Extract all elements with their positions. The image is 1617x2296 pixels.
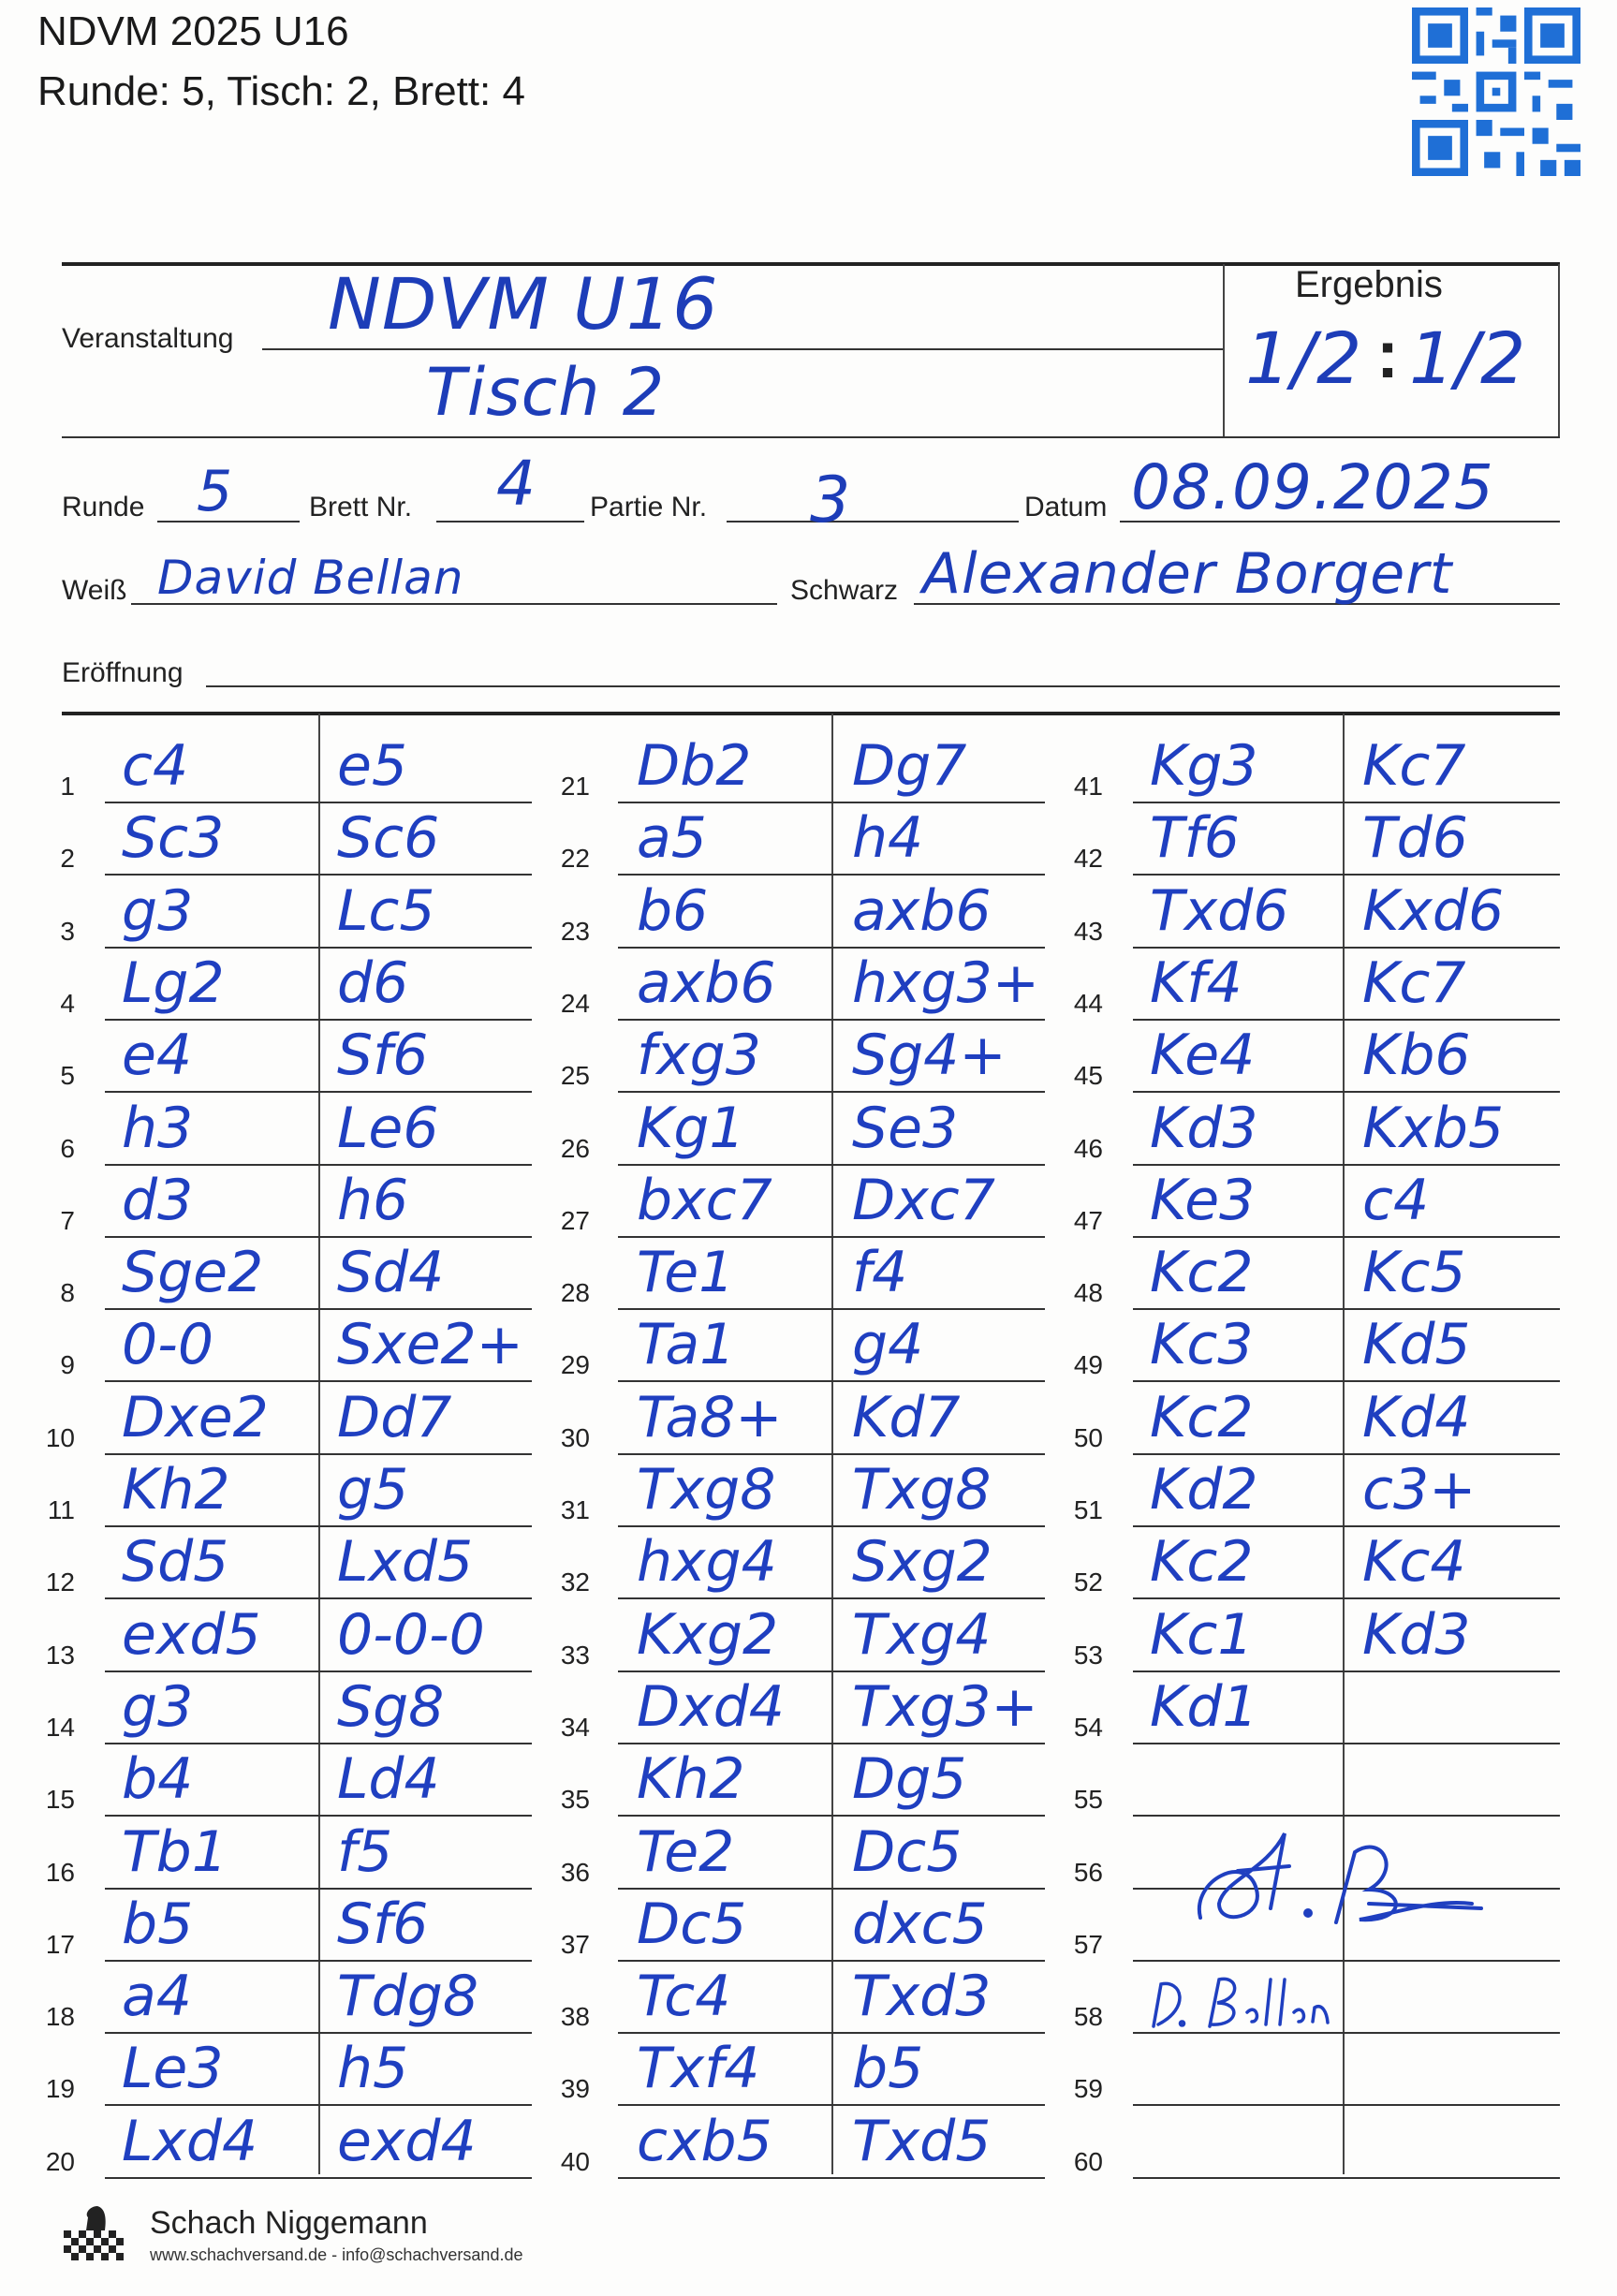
move-number: 32 (560, 1567, 590, 1597)
move-number: 2 (60, 844, 75, 874)
black-move: Ld4 (337, 1746, 440, 1813)
move-number: 4 (60, 988, 75, 1018)
round-value: 5 (197, 459, 234, 524)
move-row-line (1133, 1308, 1560, 1310)
move-number: 27 (560, 1205, 590, 1235)
black-move: Txg8 (852, 1457, 992, 1523)
black-move: Kxd6 (1362, 877, 1505, 944)
move-row-line (105, 2104, 532, 2106)
move-row-line (618, 1597, 1045, 1599)
white-move: g3 (122, 877, 194, 944)
move-row-line (105, 1597, 532, 1599)
black-move: Kb6 (1362, 1023, 1471, 1089)
move-row-line (105, 1743, 532, 1744)
white-move: Kc2 (1150, 1240, 1254, 1306)
move-number: 38 (560, 2002, 590, 2032)
move-number: 25 (560, 1061, 590, 1091)
move-number: 44 (1073, 988, 1103, 1018)
move-row-line (1133, 1743, 1560, 1744)
move-row-line (618, 947, 1045, 949)
result-separator: : (1376, 317, 1399, 392)
move-number: 53 (1073, 1640, 1103, 1670)
move-number: 43 (1073, 916, 1103, 946)
move-number: 3 (60, 916, 75, 946)
opening-label: Eröffnung (62, 657, 184, 688)
move-row-line (618, 1236, 1045, 1238)
black-move: Tdg8 (337, 1964, 478, 2030)
black-move: d6 (337, 949, 409, 1016)
move-row-line (618, 802, 1045, 803)
black-move: Kxb5 (1362, 1095, 1505, 1161)
move-number: 50 (1073, 1422, 1103, 1452)
black-move: g5 (337, 1457, 409, 1523)
move-row-line (1133, 1091, 1560, 1093)
move-row-line (618, 1380, 1045, 1382)
date-value: 08.09.2025 (1131, 451, 1494, 523)
move-number: 60 (1073, 2146, 1103, 2176)
white-move: Te2 (637, 1818, 735, 1885)
move-number: 23 (560, 916, 590, 946)
white-move: Sge2 (122, 1240, 264, 1306)
move-row-line (1133, 947, 1560, 949)
move-row-line (105, 1960, 532, 1962)
game-label: Partie Nr. (590, 492, 708, 522)
game-value: 3 (810, 464, 852, 537)
move-row-line (105, 1815, 532, 1817)
move-row-line (618, 1453, 1045, 1455)
white-move: b5 (122, 1891, 194, 1957)
white-move: Txd6 (1150, 877, 1289, 944)
move-row-line (105, 802, 532, 803)
black-move: f4 (852, 1240, 908, 1306)
move-row-line (1133, 1670, 1560, 1672)
black-move: Dg5 (852, 1746, 967, 1813)
sheet-title: NDVM 2025 U16 (37, 8, 349, 54)
chess-knight-logo-icon (64, 2202, 125, 2264)
white-move: Kf4 (1150, 949, 1242, 1016)
brand-contact: www.schachversand.de - info@schachversand.de (150, 2245, 523, 2264)
move-row-line (1133, 1164, 1560, 1166)
move-number: 29 (560, 1350, 590, 1380)
white-move: hxg4 (637, 1529, 777, 1596)
black-move: Txd5 (852, 2108, 992, 2174)
black-move: Kd4 (1362, 1384, 1471, 1450)
black-move: b5 (852, 2036, 924, 2102)
move-number: 31 (560, 1495, 590, 1524)
move-number: 39 (560, 2074, 590, 2104)
white-move: Kd2 (1150, 1457, 1258, 1523)
move-number: 21 (560, 772, 590, 801)
black-move: g4 (852, 1312, 924, 1378)
move-number: 18 (45, 2002, 75, 2032)
black-move: Sc6 (337, 805, 440, 872)
black-move: c4 (1362, 1167, 1430, 1233)
move-row-line (618, 2177, 1045, 2179)
white-move: Tb1 (122, 1818, 228, 1885)
date-label: Datum (1024, 492, 1108, 522)
result-black: 1/2 (1409, 316, 1527, 400)
black-move: Dd7 (337, 1384, 452, 1450)
black-move: Txg4 (852, 1601, 992, 1668)
move-number: 54 (1073, 1712, 1103, 1742)
move-number: 56 (1073, 1857, 1103, 1887)
move-number: 55 (1073, 1785, 1103, 1815)
move-number: 24 (560, 988, 590, 1018)
black-move: f5 (337, 1818, 393, 1885)
black-move: Txd3 (852, 1964, 992, 2030)
white-move: Tc4 (637, 1964, 731, 2030)
move-row-line (618, 2032, 1045, 2034)
move-number: 46 (1073, 1133, 1103, 1163)
move-row-line (618, 1743, 1045, 1744)
move-row-line (1133, 2177, 1560, 2179)
move-row-line (618, 874, 1045, 876)
move-number: 22 (560, 844, 590, 874)
move-number: 14 (45, 1712, 75, 1742)
white-move: Kd3 (1150, 1095, 1258, 1161)
white-move: cxb5 (637, 2108, 772, 2174)
white-move: Ke4 (1150, 1023, 1256, 1089)
white-move: Sd5 (122, 1529, 229, 1596)
move-number: 7 (60, 1205, 75, 1235)
move-row-line (105, 1525, 532, 1527)
move-row-line (618, 1888, 1045, 1890)
move-row-line (105, 1670, 532, 1672)
move-number: 49 (1073, 1350, 1103, 1380)
black-move: Le6 (337, 1095, 439, 1161)
black-move: c3+ (1362, 1457, 1477, 1523)
white-move: Kh2 (122, 1457, 230, 1523)
move-number: 59 (1073, 2074, 1103, 2104)
black-move: Sf6 (337, 1891, 429, 1957)
white-move: g3 (122, 1673, 194, 1740)
white-move: exd5 (122, 1601, 261, 1668)
move-row-line (105, 1091, 532, 1093)
black-move: Kd7 (852, 1384, 961, 1450)
move-row-line (1133, 874, 1560, 876)
move-row-line (1133, 802, 1560, 803)
move-row-line (1133, 1380, 1560, 1382)
black-move: 0-0-0 (337, 1601, 485, 1668)
white-move: Kxg2 (637, 1601, 779, 1668)
white-move: Kc1 (1150, 1601, 1254, 1668)
white-move: Kd1 (1150, 1673, 1258, 1740)
black-move: h4 (852, 805, 924, 872)
black-move: axb6 (852, 877, 992, 944)
move-row-line (618, 1670, 1045, 1672)
move-number: 35 (560, 1785, 590, 1815)
move-row-line (105, 1453, 532, 1455)
white-move: Txf4 (637, 2036, 760, 2102)
white-move: h3 (122, 1095, 194, 1161)
move-row-line (618, 1308, 1045, 1310)
white-move: Kg3 (1150, 733, 1258, 799)
move-row-line (1133, 2104, 1560, 2106)
brand-name: Schach Niggemann (150, 2205, 428, 2241)
black-move: Lxd5 (337, 1529, 474, 1596)
white-move: Dxe2 (122, 1384, 269, 1450)
move-number: 41 (1073, 772, 1103, 801)
white-move: Sc3 (122, 805, 225, 872)
move-row-line (105, 947, 532, 949)
move-row-line (1133, 1597, 1560, 1599)
move-number: 30 (560, 1422, 590, 1452)
board-value: 4 (496, 448, 537, 520)
move-number: 10 (45, 1422, 75, 1452)
move-number: 15 (45, 1785, 75, 1815)
white-move: d3 (122, 1167, 194, 1233)
move-row-line (1133, 1453, 1560, 1455)
black-move: Dxc7 (852, 1167, 995, 1233)
move-row-line (618, 1164, 1045, 1166)
move-number: 58 (1073, 2002, 1103, 2032)
move-row-line (618, 1815, 1045, 1817)
white-move: b6 (637, 877, 709, 944)
move-number: 17 (45, 1929, 75, 1959)
move-row-line (1133, 1019, 1560, 1021)
white-label: Weiß (62, 575, 127, 606)
white-move: a5 (637, 805, 707, 872)
white-move: Dxd4 (637, 1673, 785, 1740)
move-number: 1 (60, 772, 75, 801)
white-move: Te1 (637, 1240, 735, 1306)
black-player-value: Alexander Borgert (922, 541, 1453, 607)
move-number: 12 (45, 1567, 75, 1597)
black-move: h5 (337, 2036, 409, 2102)
board-label: Brett Nr. (309, 492, 413, 522)
move-row-line (105, 1308, 532, 1310)
white-move: Kc2 (1150, 1384, 1254, 1450)
black-move: Dc5 (852, 1818, 963, 1885)
white-player-value: David Bellan (157, 551, 464, 605)
black-move: Sd4 (337, 1240, 445, 1306)
black-move: Sg8 (337, 1673, 445, 1740)
black-move: Kc7 (1362, 733, 1466, 799)
white-move: Ke3 (1150, 1167, 1256, 1233)
white-move: c4 (122, 733, 189, 799)
black-move: Sxe2+ (337, 1312, 523, 1378)
white-move: Kh2 (637, 1746, 745, 1813)
move-row-line (105, 1888, 532, 1890)
white-move: Dc5 (637, 1891, 747, 1957)
white-move: 0-0 (122, 1312, 213, 1378)
white-move: Txg8 (637, 1457, 776, 1523)
move-row-line (105, 874, 532, 876)
black-move: exd4 (337, 2108, 477, 2174)
white-move: bxc7 (637, 1167, 772, 1233)
black-move: Se3 (852, 1095, 959, 1161)
qr-code-icon (1412, 7, 1580, 176)
white-move: Le3 (122, 2036, 224, 2102)
result-label: Ergebnis (1295, 264, 1443, 305)
black-move: Kc4 (1362, 1529, 1466, 1596)
white-move: Lg2 (122, 949, 225, 1016)
sheet-subtitle: Runde: 5, Tisch: 2, Brett: 4 (37, 68, 525, 114)
move-row-line (618, 1960, 1045, 1962)
white-move: Ta1 (637, 1312, 736, 1378)
white-move: Kc2 (1150, 1529, 1254, 1596)
white-move: fxg3 (637, 1023, 761, 1089)
move-row-line (105, 1236, 532, 1238)
move-number: 40 (560, 2146, 590, 2176)
event-value-line1: NDVM U16 (328, 262, 719, 346)
white-move: axb6 (637, 949, 776, 1016)
move-number: 19 (45, 2074, 75, 2104)
move-number: 57 (1073, 1929, 1103, 1959)
black-move: Txg3+ (852, 1673, 1038, 1740)
move-row-line (1133, 1525, 1560, 1527)
move-row-line (618, 1019, 1045, 1021)
black-move: Kd3 (1362, 1601, 1471, 1668)
move-number: 52 (1073, 1567, 1103, 1597)
move-number: 20 (45, 2146, 75, 2176)
signature-1 (1182, 1815, 1491, 1946)
white-move: Db2 (637, 733, 752, 799)
move-row-line (105, 2177, 532, 2179)
move-row-line (618, 1091, 1045, 1093)
move-number: 28 (560, 1278, 590, 1308)
move-row-line (1133, 1236, 1560, 1238)
move-row-line (105, 2032, 532, 2034)
black-move: Kc5 (1362, 1240, 1466, 1306)
black-move: Sg4+ (852, 1023, 1007, 1089)
black-move: Td6 (1362, 805, 1468, 872)
black-move: dxc5 (852, 1891, 988, 1957)
move-row-line (105, 1380, 532, 1382)
white-move: Ta8+ (637, 1384, 783, 1450)
move-row-line (618, 1525, 1045, 1527)
white-move: Lxd4 (122, 2108, 258, 2174)
move-number: 47 (1073, 1205, 1103, 1235)
move-number: 5 (60, 1061, 75, 1091)
black-move: e5 (337, 733, 408, 799)
black-move: Sf6 (337, 1023, 429, 1089)
move-number: 48 (1073, 1278, 1103, 1308)
move-row-line (618, 2104, 1045, 2106)
signature-2 (1144, 1961, 1341, 2036)
black-move: Lc5 (337, 877, 435, 944)
move-number: 26 (560, 1133, 590, 1163)
black-move: h6 (337, 1167, 409, 1233)
move-number: 9 (60, 1350, 75, 1380)
move-number: 16 (45, 1857, 75, 1887)
move-number: 8 (60, 1278, 75, 1308)
move-number: 42 (1073, 844, 1103, 874)
white-move: Tf6 (1150, 805, 1240, 872)
white-move: a4 (122, 1964, 192, 2030)
move-number: 51 (1073, 1495, 1103, 1524)
move-number: 45 (1073, 1061, 1103, 1091)
white-move: Kg1 (637, 1095, 745, 1161)
event-value-line2: Tisch 2 (426, 354, 666, 431)
move-row-line (105, 1019, 532, 1021)
white-move: b4 (122, 1746, 194, 1813)
round-label: Runde (62, 492, 145, 522)
black-label: Schwarz (790, 575, 899, 606)
event-label: Veranstaltung (62, 323, 234, 354)
move-number: 37 (560, 1929, 590, 1959)
black-move: hxg3+ (852, 949, 1040, 1016)
black-move: Kc7 (1362, 949, 1466, 1016)
move-number: 34 (560, 1712, 590, 1742)
move-number: 36 (560, 1857, 590, 1887)
result-white: 1/2 (1245, 316, 1363, 400)
move-number: 11 (47, 1495, 75, 1524)
white-move: e4 (122, 1023, 193, 1089)
move-number: 6 (60, 1133, 75, 1163)
black-move: Kd5 (1362, 1312, 1471, 1378)
black-move: Dg7 (852, 733, 967, 799)
move-row-line (105, 1164, 532, 1166)
black-move: Sxg2 (852, 1529, 992, 1596)
white-move: Kc3 (1150, 1312, 1254, 1378)
move-number: 33 (560, 1640, 590, 1670)
move-number: 13 (45, 1640, 75, 1670)
